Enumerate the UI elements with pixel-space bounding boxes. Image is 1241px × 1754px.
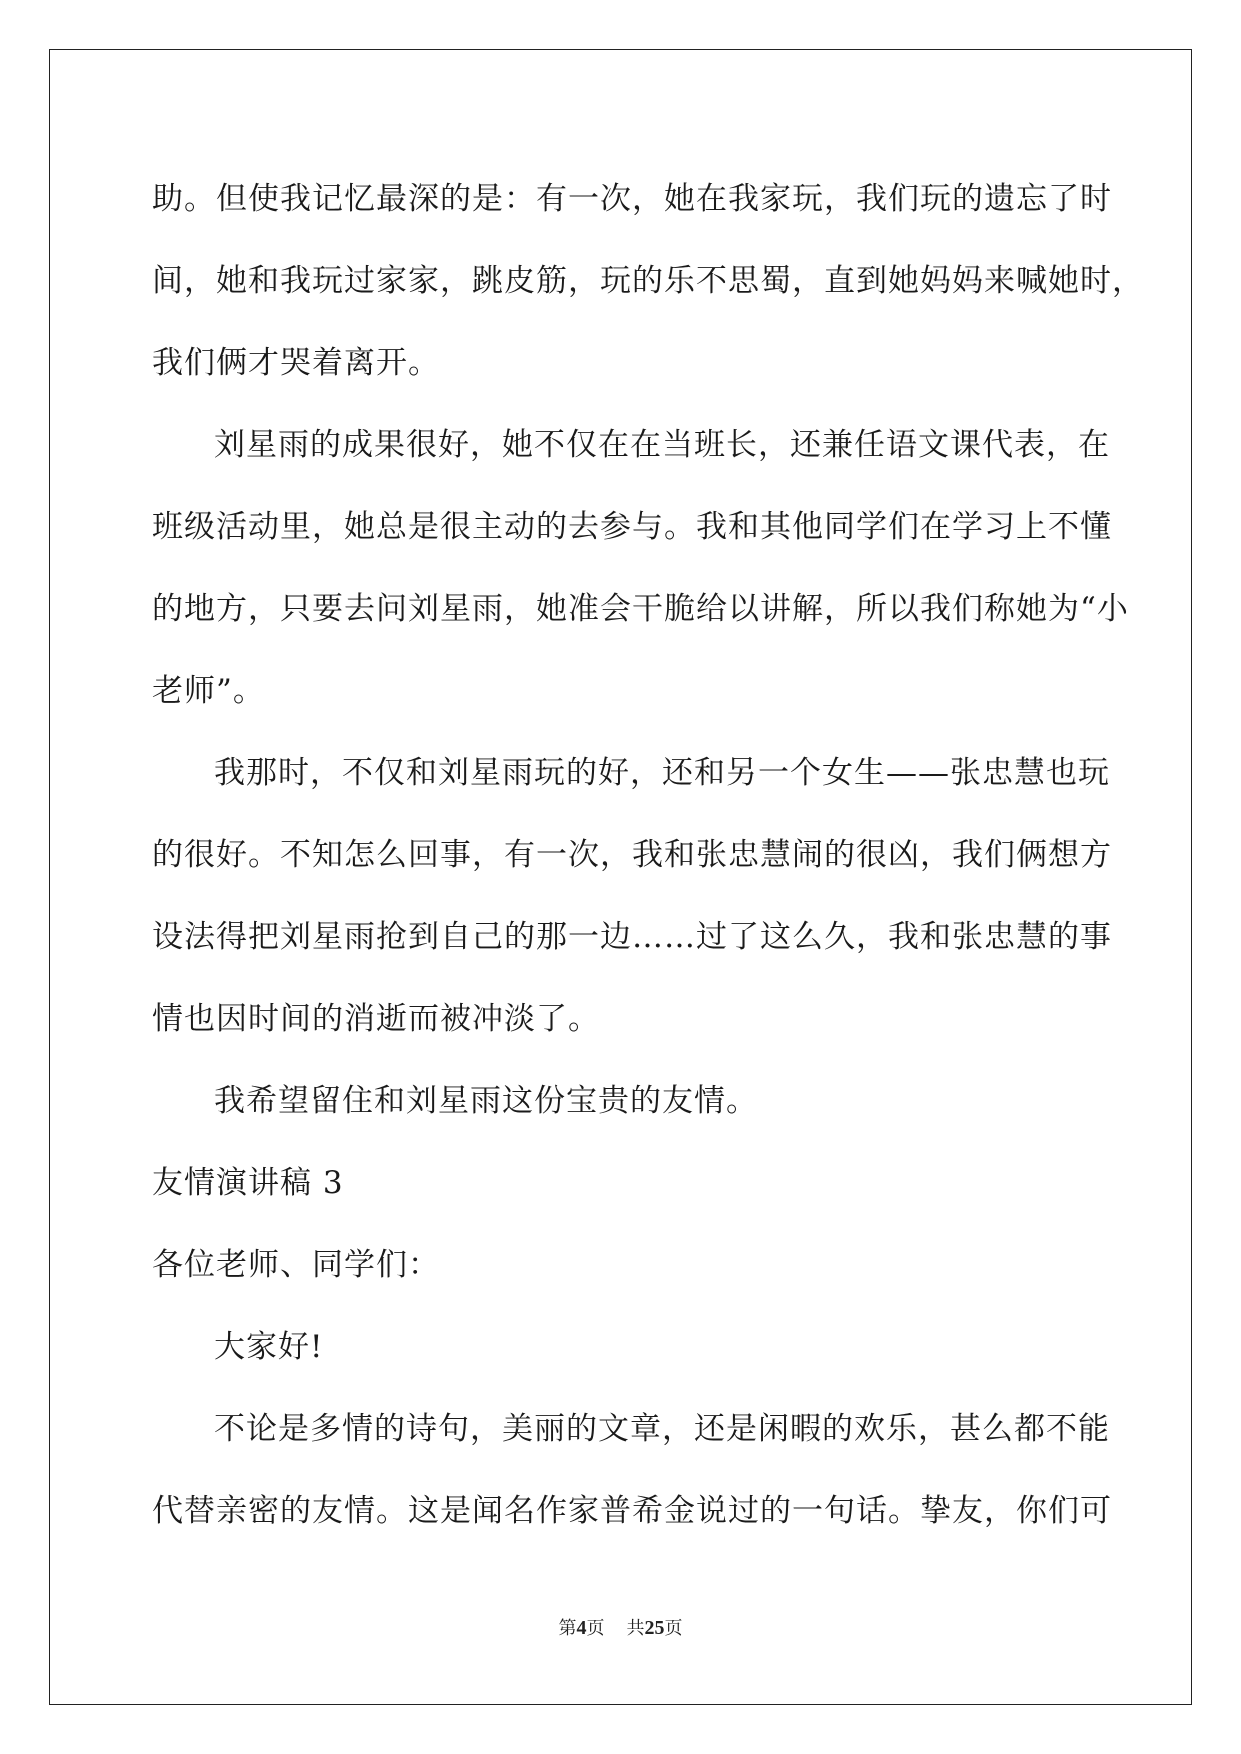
text-line: 我们俩才哭着离开。 bbox=[152, 345, 440, 381]
text-line: 情也因时间的消逝而被冲淡了。 bbox=[152, 1001, 600, 1037]
text-line: 代替亲密的友情。这是闻名作家普希金说过的一句话。挚友，你们可 bbox=[152, 1493, 1112, 1529]
text-line: 老师”。 bbox=[152, 673, 265, 709]
salutation: 各位老师、同学们： bbox=[152, 1247, 440, 1283]
text-line: 刘星雨的成果很好，她不仅在在当班长，还兼任语文课代表，在 bbox=[214, 427, 1110, 463]
text-line: 的很好。不知怎么回事，有一次，我和张忠慧闹的很凶，我们俩想方 bbox=[152, 837, 1112, 873]
total-suffix: 页 bbox=[664, 1618, 683, 1639]
text-line: 我那时，不仅和刘星雨玩的好，还和另一个女生——张忠慧也玩 bbox=[214, 755, 1110, 791]
page-prefix: 第 bbox=[558, 1618, 577, 1639]
text-line: 的地方，只要去问刘星雨，她准会干脆给以讲解，所以我们称她为“小 bbox=[152, 591, 1129, 627]
total-prefix: 共 bbox=[626, 1618, 645, 1639]
greeting: 大家好! bbox=[214, 1329, 324, 1365]
text-line: 班级活动里，她总是很主动的去参与。我和其他同学们在学习上不懂 bbox=[152, 509, 1112, 545]
document-body bbox=[152, 158, 1144, 1552]
text-line: 间，她和我玩过家家，跳皮筋，玩的乐不思蜀，直到她妈妈来喊她时， bbox=[152, 263, 1144, 299]
section-heading: 友情演讲稿 3 bbox=[152, 1165, 344, 1201]
text-line: 我希望留住和刘星雨这份宝贵的友情。 bbox=[214, 1083, 758, 1119]
text-line: 助。但使我记忆最深的是：有一次，她在我家玩，我们玩的遗忘了时 bbox=[152, 181, 1112, 217]
total-pages: 25 bbox=[644, 1617, 665, 1639]
text-line: 设法得把刘星雨抢到自己的那一边……过了这么久，我和张忠慧的事 bbox=[152, 919, 1112, 955]
page-suffix: 页 bbox=[586, 1618, 605, 1639]
page-footer bbox=[0, 1614, 1241, 1640]
text-line: 不论是多情的诗句，美丽的文章，还是闲暇的欢乐，甚么都不能 bbox=[214, 1411, 1110, 1447]
page-number: 4 bbox=[576, 1617, 587, 1639]
